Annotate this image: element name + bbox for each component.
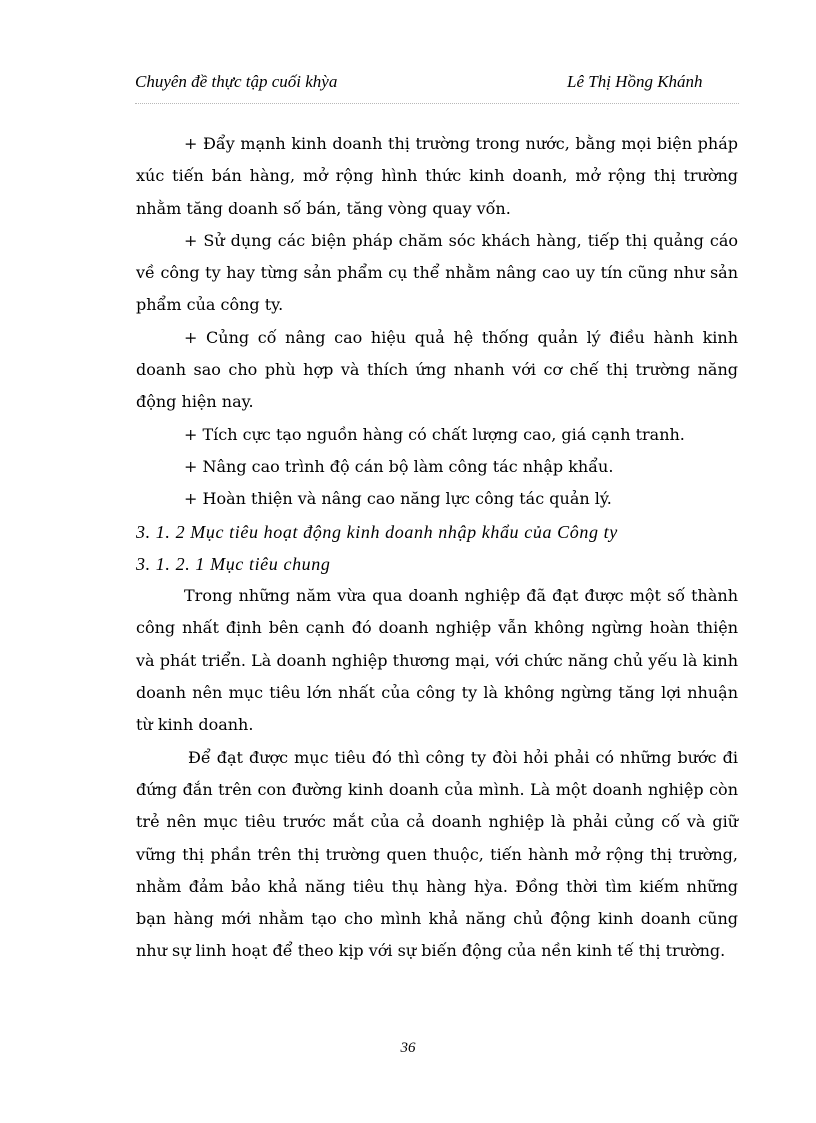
bullet-paragraph-6: + Hoàn thiện và nâng cao năng lực công tác quản lý.	[184, 489, 612, 509]
body-paragraph-1: Trong những năm vừa qua doanh nghiệp đã đạt được một số thành công nhất định bên cạnh đó doanh nghiệp vẫn không ngừng hoàn thiện và phát triển. Là doanh nghiệp thương mại, với chức năng chủ yếu là kinh doanh nên mục tiêu lớn nhất của công ty là không ngừng tăng lợi nhuận từ kinh doanh.	[136, 586, 738, 735]
bullet-paragraph-3: + Củng cố nâng cao hiệu quả hệ thống quản lý điều hành kinh doanh sao cho phù hợp và thích ứng nhanh với cơ chế thị trường năng động hiện nay.	[136, 327, 738, 412]
bullet-paragraph-4: + Tích cực tạo nguồn hàng có chất lượng cao, giá cạnh tranh.	[184, 424, 685, 444]
body-paragraph-2: Để đạt được mục tiêu đó thì công ty đòi hỏi phải có những bước đi đứng đắn trên con đường kinh doanh của mình. Là một doanh nghiệp còn trẻ nên mục tiêu trước mắt của cả doanh nghiệp là phải củng cố và giữ vững thị phần trên thị trường quen thuộc, tiến hành mở rộng thị trường, nhằm đảm bảo khả năng tiêu thụ hàng hỳa. Đồng thời tìm kiếm những bạn hàng mới nhằm tạo cho mình khả năng chủ động kinh doanh cũng như sự linh hoạt để theo kịp với sự biến động của nền kinh tế thị trường.	[136, 747, 738, 961]
page-header	[135, 72, 725, 96]
header-author: Lê Thị Hồng Khánh	[567, 72, 703, 91]
page-number: 36	[400, 1040, 416, 1056]
document-body	[136, 128, 738, 968]
header-divider	[135, 103, 739, 104]
bullet-paragraph-5: + Nâng cao trình độ cán bộ làm công tác nhập khẩu.	[184, 456, 614, 476]
bullet-paragraph-2: + Sử dụng các biện pháp chăm sóc khách hàng, tiếp thị quảng cáo về công ty hay từng sản phẩm cụ thể nhằm nâng cao uy tín cũng như sản phẩm của công ty.	[136, 230, 738, 315]
section-heading: 3. 1. 2 Mục tiêu hoạt động kinh doanh nhập khẩu của Công ty	[136, 521, 618, 542]
bullet-paragraph-1: + Đẩy mạnh kinh doanh thị trường trong nước, bằng mọi biện pháp xúc tiến bán hàng, mở rộng hình thức kinh doanh, mở rộng thị trường nhằm tăng doanh số bán, tăng vòng quay vốn.	[136, 134, 738, 218]
header-document-title: Chuyên đề thực tập cuối khỳa	[135, 72, 338, 91]
subsection-heading: 3. 1. 2. 1 Mục tiêu chung	[136, 553, 331, 574]
